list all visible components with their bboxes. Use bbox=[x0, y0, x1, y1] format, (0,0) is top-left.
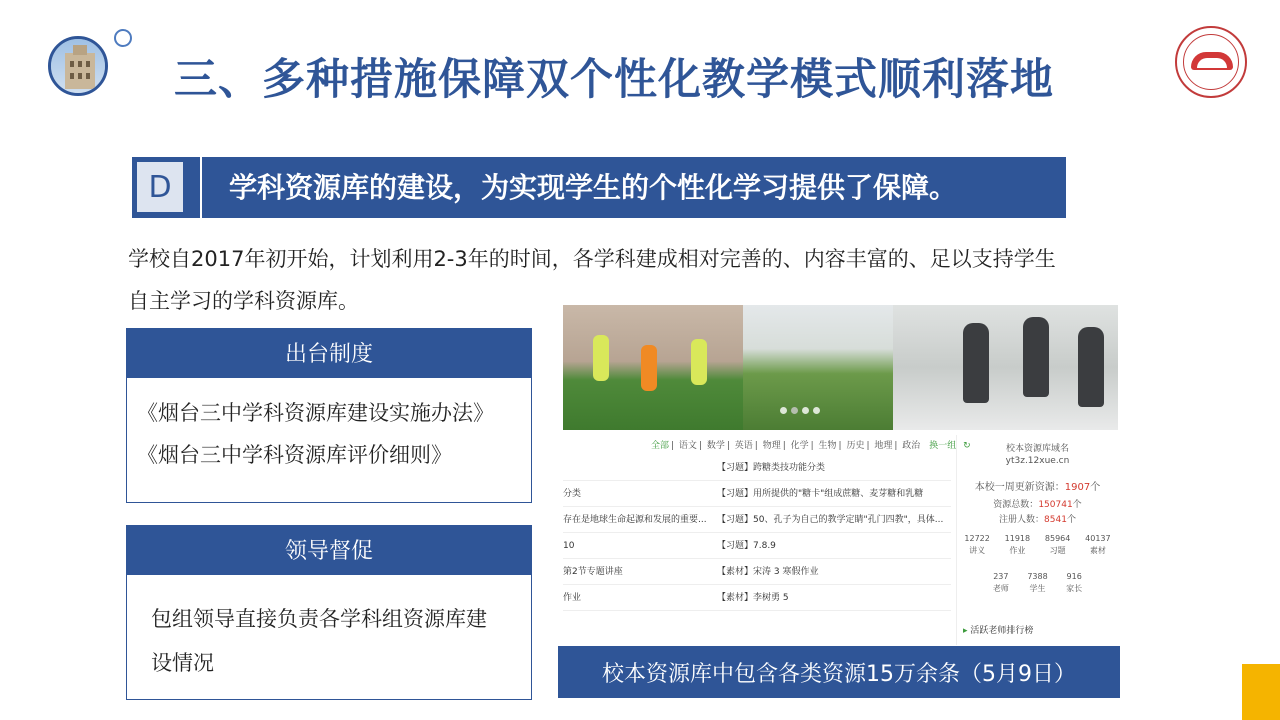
carousel-dots[interactable] bbox=[780, 407, 820, 414]
registered-users: 注册人数：8541个 bbox=[999, 515, 1076, 525]
list-item[interactable]: 第2节专题讲座 bbox=[563, 559, 713, 585]
nav-item-chinese[interactable]: 语文 bbox=[678, 441, 697, 451]
nav-item-chemistry[interactable]: 化学 bbox=[790, 441, 809, 451]
nav-item-math[interactable]: 数学 bbox=[706, 441, 725, 451]
resource-type-stats bbox=[957, 533, 1118, 557]
policy-box-body bbox=[126, 377, 532, 503]
nav-item-biology[interactable]: 生物 bbox=[818, 441, 837, 451]
total-resources: 资源总数：150741个 bbox=[993, 500, 1082, 510]
page-title: 三、多种措施保障双个性化教学模式顺利落地 bbox=[174, 55, 1054, 105]
weekly-updates: 本校一周更新资源：1907个 bbox=[974, 482, 1101, 493]
policy-doc-1: 《烟台三中学科资源库建设实施办法》 bbox=[137, 401, 494, 425]
photo-banner bbox=[563, 305, 1118, 430]
leadership-box-body bbox=[126, 574, 532, 700]
stat-exercises: 85964 习题 bbox=[1044, 534, 1071, 555]
nav-item-physics[interactable]: 物理 bbox=[762, 441, 781, 451]
section-heading: 学科资源库的建设，为实现学生的个性化学习提供了保障。 bbox=[229, 171, 958, 204]
list-item[interactable]: 【习题】跨糖类技功能分类 bbox=[713, 455, 951, 481]
resource-lists bbox=[563, 455, 951, 645]
stat-homework: 11918 作业 bbox=[1004, 534, 1031, 555]
list-item[interactable]: 【素材】宋涛 3 寒假作业 bbox=[713, 559, 951, 585]
stat-handouts: 12722 讲义 bbox=[964, 534, 990, 555]
stat-parents: 916 家长 bbox=[1066, 572, 1083, 593]
stat-students: 7388 学生 bbox=[1027, 572, 1048, 593]
user-type-stats bbox=[983, 571, 1093, 595]
screenshot-caption: 校本资源库中包含各类资源15万余条（5月9日） bbox=[558, 646, 1120, 698]
refresh-icon: ↻ bbox=[963, 441, 971, 451]
list-item[interactable] bbox=[563, 455, 713, 481]
section-letter: D bbox=[137, 162, 183, 212]
stats-sidebar bbox=[956, 435, 1118, 645]
resource-list-right bbox=[713, 455, 951, 611]
list-item[interactable]: 【习题】用所提供的"糖卡"组成蔗糖、麦芽糖和乳糖 bbox=[713, 481, 951, 507]
refresh-button[interactable]: 换一组 ↻ bbox=[929, 441, 971, 451]
domain-link[interactable]: yt3z.12xue.cn bbox=[1005, 456, 1070, 466]
nav-item-politics[interactable]: 政治 bbox=[902, 441, 921, 451]
domain-label: 校本资源库域名 bbox=[1005, 444, 1069, 454]
decorative-circle bbox=[114, 29, 132, 47]
active-teacher-ranking-link[interactable]: ▸ 活跃老师排行榜 bbox=[963, 626, 1034, 636]
intro-paragraph: 学校自2017年初开始，计划利用2-3年的时间，各学科建成相对完善的、内容丰富的、足以支持学生自主学习的学科资源库。 bbox=[128, 247, 1056, 313]
nav-item-geography[interactable]: 地理 bbox=[874, 441, 893, 451]
nav-item-english[interactable]: 英语 bbox=[734, 441, 753, 451]
list-item[interactable]: 作业 bbox=[563, 585, 713, 611]
list-item[interactable]: 存在是地球生命起源和发展的重要... bbox=[563, 507, 713, 533]
school-building-logo bbox=[48, 36, 108, 96]
subject-nav: 全部 | 语文 | 数学 | 英语 | 物理 | 化学 | 生物 | 历史 | 地理 | 政治 换一组 ↻ bbox=[651, 441, 971, 451]
school-emblem-logo bbox=[1175, 26, 1247, 98]
list-item[interactable]: 10 bbox=[563, 533, 713, 559]
resource-list-left bbox=[563, 455, 713, 611]
stat-materials: 40137 素材 bbox=[1085, 534, 1111, 555]
arrow-right-icon: ▸ bbox=[963, 626, 968, 636]
list-item[interactable]: 分类 bbox=[563, 481, 713, 507]
resource-site-screenshot bbox=[563, 305, 1118, 645]
section-divider bbox=[200, 157, 202, 218]
policy-box-header: 出台制度 bbox=[126, 328, 532, 377]
stat-teachers: 237 老师 bbox=[992, 572, 1009, 593]
list-item[interactable]: 【习题】50、孔子为自己的教学定睛"孔门四教"，具体... bbox=[713, 507, 951, 533]
nav-item-all[interactable]: 全部 bbox=[651, 441, 670, 451]
policy-doc-2: 《烟台三中学科资源库评价细则》 bbox=[137, 443, 452, 467]
leadership-text: 包组领导直接负责各学科组资源库建设情况 bbox=[151, 607, 487, 675]
corner-accent-block bbox=[1242, 664, 1280, 720]
list-item[interactable]: 【素材】李树勇 5 bbox=[713, 585, 951, 611]
nav-item-history[interactable]: 历史 bbox=[846, 441, 865, 451]
leadership-box-header: 领导督促 bbox=[126, 525, 532, 574]
list-item[interactable]: 【习题】7.8.9 bbox=[713, 533, 951, 559]
